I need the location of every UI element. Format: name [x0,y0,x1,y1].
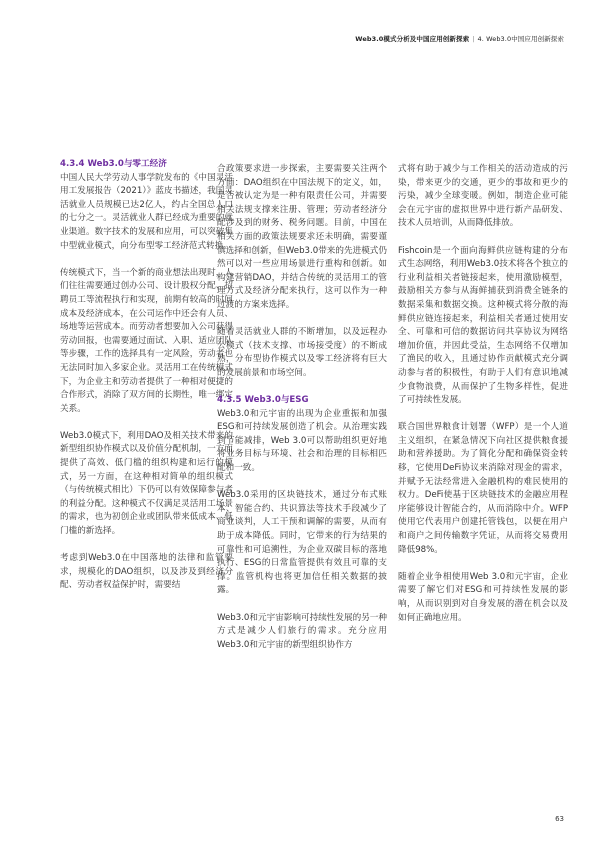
paragraph: 合政策要求进一步探索，主要需要关注两个方面：DAO组织在中国法规下的定义，如，是否被认定为是一种有限责任公司，并需要相关法规支撑来注册、管理；劳动者经济分配涉及到的财务、税务问题。目前，中国在相关方面的政策法规要求还未明确，需要谨慎选择和创新，但Web3.0带来的先进模式仍然可以对一些应用场景进行重构和创新。如构建营销DAO，并结合传统的灵活用工的管理方式及经济分配来执行，这可以作为一种过渡的方案来选择。 [217,164,387,310]
paragraph: 随着灵活就业人群的不断增加，以及远程办公模式（技术支撑、市场接受度）的不断成熟，分布型协作模式以及零工经济将有巨大的发展前景和市场空间。 [217,327,387,378]
text-column-3 [398,163,568,639]
section-heading-4-3-4: 4.3.4 Web3.0与零工经济 [60,159,167,169]
paragraph: 联合国世界粮食计划署（WFP）是一个人道主义组织，在紧急情况下向社区提供粮食援助和营养援助。为了简化分配和确保资金转移，它使用DeFi协议来消除对现金的需求，并赋予无法经常进入金融机构的难民使用的权力。DeFi使基于区块链技术的金融应用程序能够设计智能合约，从而消除中介。WFP使用它代表用户创建托管钱包，以便在用户和商户之间传输数字凭证，从而将交易费用降低98%。 [398,422,568,555]
header-separator: | [472,35,475,43]
paragraph: 传统模式下，当一个新的商业想法出现时，人们往往需要通过创办公司、设计股权分配、招聘员工等流程执行和实现，前期有较高的时间成本及经济成本，在公司运作中还会有人员、场地等运营成本。而劳动者想要加入公司获得劳动回报，也需要通过面试、入职、适应团队等步骤，工作的选择具有一定风险，劳动者也无法同时加入多家企业。灵活用工在传统模式下，为企业主和劳动者提供了一种相对便捷的合作形式，消除了双方间的长期性，唯一绑定关系。 [60,267,233,414]
text-column-1 [60,158,233,607]
paragraph: 式将有助于减少与工作相关的活动造成的污染，带来更少的交通，更少的事故和更少的污染，减少全球变暖。例如，制造企业可能会在元宇宙的虚拟世界中进行新产品研发、技术人员培训，从而降低排放。 [398,164,568,229]
paragraph: Fishcoin是一个面向海鲜供应链构建的分布式生态网络，利用Web3.0技术将各个独立的行业利益相关者链接起来，使用激励模型，鼓励相关方参与从海鲜捕获到消费全链条的数据采集和数据交换。这种模式将分散的海鲜供应链连接起来，利益相关者通过使用安全、可靠和可信的数据访问共享协议为网络增加价值，并因此受益，生态网络不仅增加了渔民的收入，且通过协作贡献模式充分调动参与者的积极性，有助于人们有意识地减少食物浪费，从而保护了生物多样性，促进了可持续性发展。 [398,245,568,406]
page-number: 63 [555,815,564,823]
paragraph: Web3.0模式下，利用DAO及相关技术带来的新型组织协作模式以及价值分配机制，一方面提供了高效、低门槛的组织构建和运行的模式，另一方面，在这种相对简单的组织模式（与传统模式相比）下仍可以有效保障参与者的利益分配。这种模式不仅满足灵活用工场景的需求，也为初创企业或团队带来低成本、低门槛的新选择。 [60,430,233,537]
section-heading-4-3-5: 4.3.5 Web3.0与ESG [217,395,309,406]
text-column-2 [217,163,387,666]
report-title: Web3.0模式分析及中国应用创新探索 [355,35,470,43]
chapter-title: 4. Web3.0中国应用创新探索 [477,35,564,43]
running-header [355,34,564,43]
paragraph: 中国人民大学劳动人事学院发布的《中国灵活用工发展报告（2021）》蓝皮书描述，我国灵活就业人员规模已达2亿人，约占全国总人口的七分之一。灵活就业人群已经成为重要的就业渠道。数字技术的发展和应用，可以突破集中型就业模式，向分布型零工经济范式转换。 [60,172,233,251]
paragraph: Web3.0和元宇宙影响可持续性发展的另一种方式是减少人们旅行的需求。充分应用Web3.0和元宇宙的新型组织协作方 [217,612,387,650]
paragraph: 考虑到Web3.0在中国落地的法律和监管要求，规模化的DAO组织，以及涉及到经济分配、劳动者权益保护时，需要结 [60,553,233,591]
paragraph: Web3.0和元宇宙的出现为企业重振和加强ESG和可持续发展创造了机会。从治理实践到节能减排，Web 3.0可以帮助组织更好地将业务目标与环境、社会和治理的目标相匹配和一致。 [217,408,387,474]
paragraph: Web3.0采用的区块链技术，通过分布式账本、智能合约、共识算法等技术手段减少了商业谈判，人工干预和调解的需要，从而有助于成本降低。同时，它带来的行为结果的可靠性和可追溯性，为企业双碳目标的落地执行、ESG的日常监管提供有效且可靠的支撑。监管机构也将更加信任相关数据的披露。 [217,490,387,596]
paragraph: 随着企业争相使用Web 3.0和元宇宙，企业需要了解它们对ESG和可持续性发展的影响，从而识别到对自身发展的潜在机会以及如何正确地应用。 [398,571,568,623]
